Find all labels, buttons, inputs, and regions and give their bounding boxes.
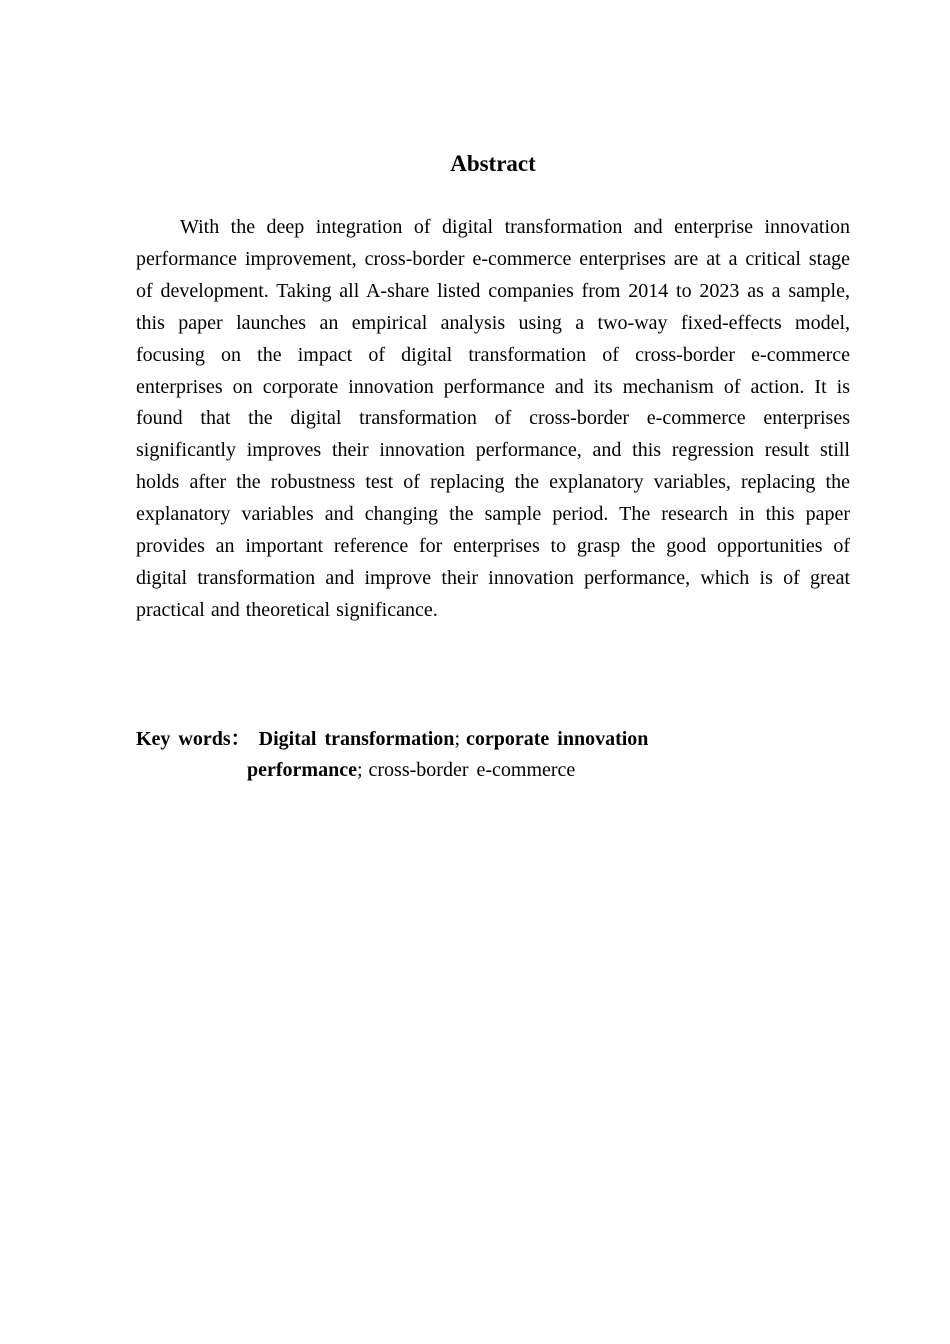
keywords-line-1: [136, 724, 736, 755]
keyword-item: performance: [247, 759, 357, 781]
keywords-block: [136, 724, 736, 786]
keywords-line-2: [136, 755, 736, 786]
keyword-item: cross-border e-commerce: [368, 759, 576, 781]
abstract-body: With the deep integration of digital transformation and enterprise innovation performance improvement, cross-border e-commerce enterprises are at a critical stage of development. Taking all A-share listed companies from 2014 to 2023 as a sample, this paper launches an empirical analysis using a two-way fixed-effects model, focusing on the impact of digital transformation of cross-border e-commerce enterprises on corporate innovation performance and its mechanism of action. It is found that the digital transformation of cross-border e-commerce enterprises significantly improves their innovation performance, and this regression result still holds after the robustness test of replacing the explanatory variables, replacing the explanatory variables and changing the sample period. The research in this paper provides an important reference for enterprises to grasp the good opportunities of digital transformation and improve their innovation performance, which is of great practical and theoretical significance.: [136, 216, 850, 621]
abstract-title: Abstract: [450, 151, 536, 176]
keyword-item: Digital transformation: [258, 728, 455, 750]
keyword-separator: ;: [454, 728, 460, 750]
keywords-colon: ：: [230, 728, 251, 750]
keyword-item: corporate innovation: [466, 728, 649, 750]
keywords-label: Key words: [136, 728, 231, 750]
keyword-separator: ;: [356, 759, 363, 781]
